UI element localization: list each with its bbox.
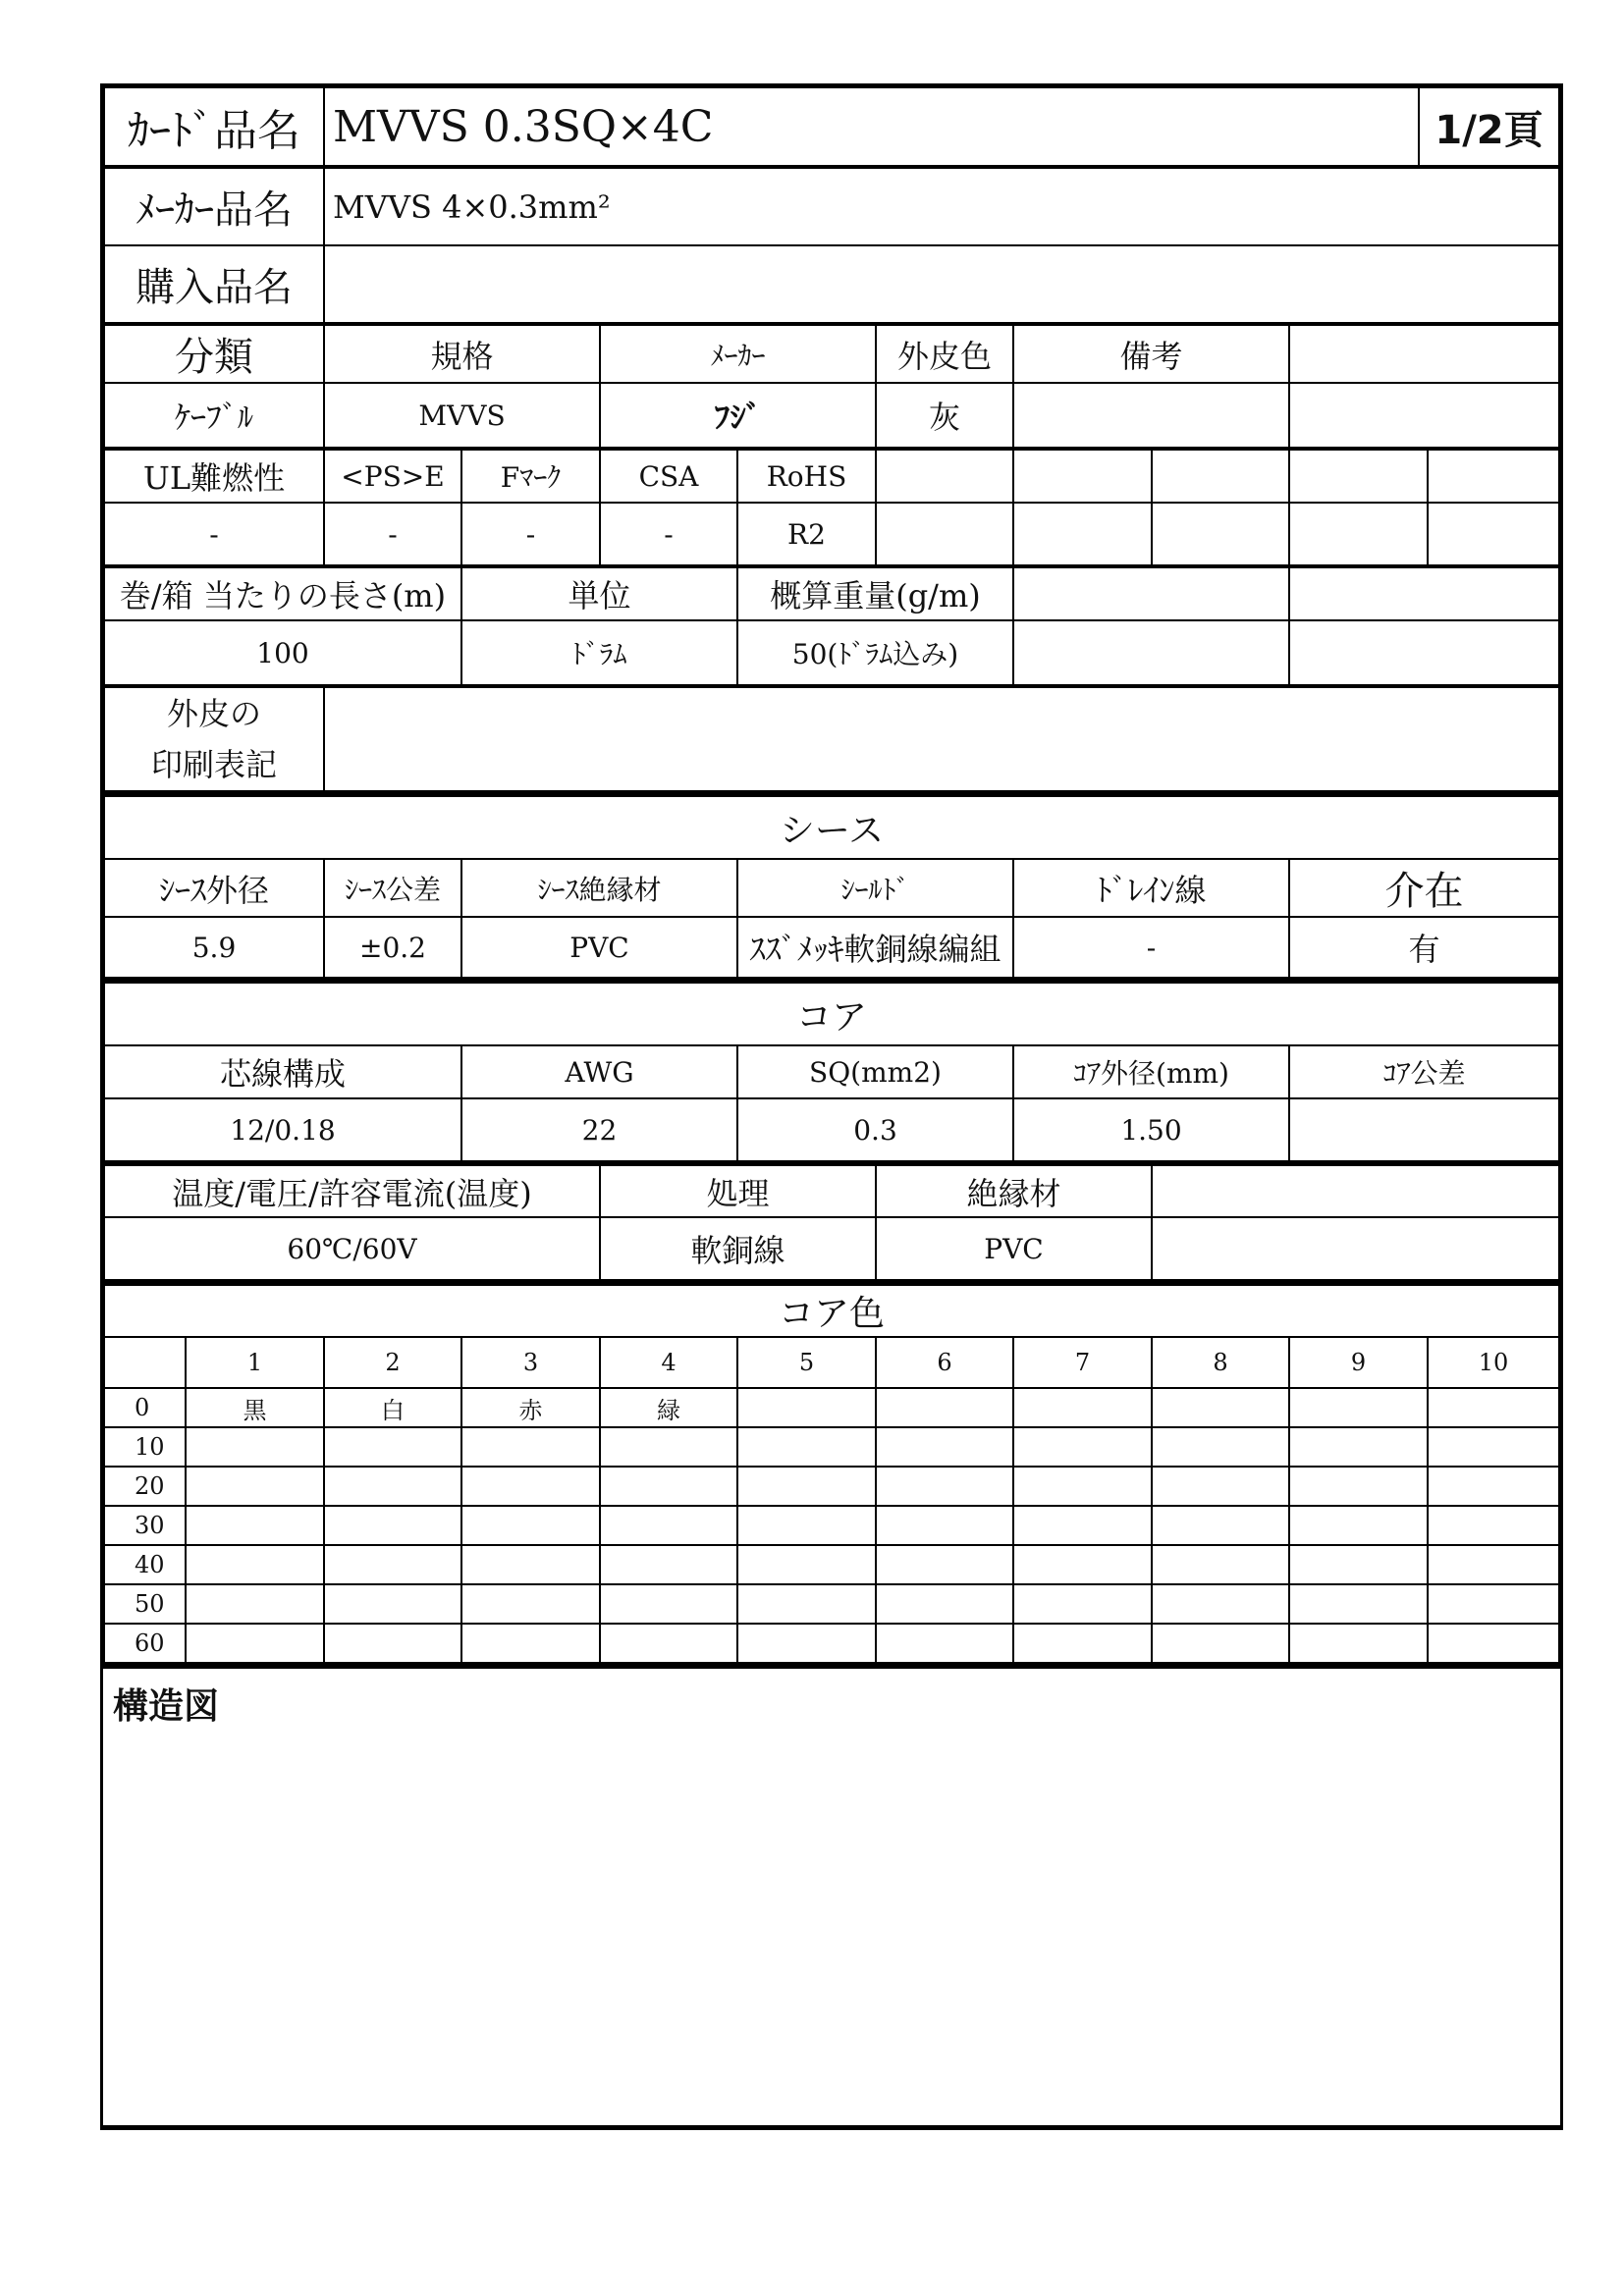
core-color-cell <box>600 1545 737 1584</box>
core-header-tolerance: ｺｱ公差 <box>1289 1045 1559 1098</box>
core-value-od: 1.50 <box>1013 1098 1289 1161</box>
core-color-cell <box>1289 1506 1428 1545</box>
pack-header-empty <box>1013 567 1289 620</box>
core-color-column-header: 1 <box>186 1337 324 1388</box>
core-color-cell <box>1289 1584 1428 1624</box>
cert-value-empty <box>1013 503 1152 565</box>
core-color-cell <box>1152 1388 1289 1427</box>
core-color-cell <box>461 1427 600 1467</box>
core-color-cell <box>461 1584 600 1624</box>
core-color-cell <box>876 1506 1013 1545</box>
pack-value-empty <box>1013 620 1289 685</box>
core-color-cell <box>876 1584 1013 1624</box>
packaging-table <box>103 566 1560 686</box>
print-marking-table <box>103 686 1560 792</box>
pack-value-unit: ﾄﾞﾗﾑ <box>461 620 737 685</box>
core-header-od: ｺｱ外径(mm) <box>1013 1045 1289 1098</box>
cert-value-empty <box>876 503 1013 565</box>
core-color-cell <box>186 1545 324 1584</box>
core-color-cell <box>876 1624 1013 1663</box>
core-value-tolerance <box>1289 1098 1559 1161</box>
core-color-cell <box>324 1506 461 1545</box>
core-color-column-header: 10 <box>1428 1337 1559 1388</box>
class-header-remarks: 備考 <box>1013 325 1289 383</box>
core-color-row-label: 0 <box>104 1388 186 1427</box>
core-color-column-header: 5 <box>737 1337 876 1388</box>
core-color-cell <box>1013 1427 1152 1467</box>
cert-value-rohs: R2 <box>737 503 876 565</box>
core-value-strands: 12/0.18 <box>104 1098 461 1161</box>
purchase-name-label: 購入品名 <box>104 245 324 323</box>
core-color-cell <box>737 1427 876 1467</box>
sheath-header-od: ｼｰｽ外径 <box>104 859 324 917</box>
core-color-cell <box>1152 1427 1289 1467</box>
core-color-cell <box>600 1467 737 1506</box>
core-color-cell <box>1013 1506 1152 1545</box>
elec-header-rating: 温度/電圧/許容電流(温度) <box>104 1164 600 1217</box>
cert-value-fmark: - <box>461 503 600 565</box>
pack-header-weight: 概算重量(g/m) <box>737 567 1013 620</box>
core-color-cell <box>1152 1624 1289 1663</box>
elec-value-rating: 60℃/60V <box>104 1217 600 1280</box>
core-color-cell <box>1428 1584 1559 1624</box>
certifications-table <box>103 449 1560 566</box>
core-color-cell <box>737 1467 876 1506</box>
core-color-cell <box>186 1427 324 1467</box>
core-color-cell <box>737 1506 876 1545</box>
core-color-row <box>104 1388 1559 1427</box>
core-color-cell <box>600 1506 737 1545</box>
electrical-table <box>103 1162 1560 1281</box>
core-color-cell: 赤 <box>461 1388 600 1427</box>
cert-header-csa: CSA <box>600 450 737 503</box>
core-value-sq: 0.3 <box>737 1098 1013 1161</box>
print-marking-label <box>104 687 324 791</box>
class-value-sheath-color: 灰 <box>876 383 1013 448</box>
cert-value-empty <box>1289 503 1428 565</box>
core-color-cell <box>1152 1506 1289 1545</box>
core-color-cell <box>600 1624 737 1663</box>
core-color-cell <box>1152 1584 1289 1624</box>
core-color-cell <box>324 1427 461 1467</box>
core-color-row <box>104 1506 1559 1545</box>
core-color-cell <box>1428 1427 1559 1467</box>
pack-value-length: 100 <box>104 620 461 685</box>
header-table <box>103 86 1560 167</box>
class-header-standard: 規格 <box>324 325 600 383</box>
core-color-cell <box>737 1624 876 1663</box>
core-color-cell <box>1013 1624 1152 1663</box>
class-header-sheath-color: 外皮色 <box>876 325 1013 383</box>
cert-header-empty <box>1152 450 1289 503</box>
class-header-category: 分類 <box>104 325 324 383</box>
core-color-cell <box>876 1545 1013 1584</box>
core-title: コア <box>104 982 1559 1046</box>
core-color-cell <box>1428 1545 1559 1584</box>
cert-header-ul: UL難燃性 <box>104 450 324 503</box>
core-color-cell <box>737 1388 876 1427</box>
sheath-value-tolerance: ±0.2 <box>324 917 461 978</box>
core-color-cell <box>461 1506 600 1545</box>
core-color-cell <box>461 1467 600 1506</box>
cert-header-pse: <PS>E <box>324 450 461 503</box>
purchase-name-value <box>324 245 1559 323</box>
core-color-cell <box>186 1506 324 1545</box>
core-color-cell <box>186 1624 324 1663</box>
cert-value-ul: - <box>104 503 324 565</box>
core-color-row <box>104 1467 1559 1506</box>
print-marking-label-line2: 印刷表記 <box>150 746 277 783</box>
pack-header-unit: 単位 <box>461 567 737 620</box>
core-color-corner <box>104 1337 186 1388</box>
core-color-column-header: 7 <box>1013 1337 1152 1388</box>
page-number: 1/2頁 <box>1419 87 1559 166</box>
cert-value-pse: - <box>324 503 461 565</box>
core-color-cell: 黒 <box>186 1388 324 1427</box>
core-color-row <box>104 1624 1559 1663</box>
classification-table <box>103 324 1560 449</box>
core-color-cell: 白 <box>324 1388 461 1427</box>
pack-header-empty <box>1289 567 1559 620</box>
core-color-cell <box>1289 1388 1428 1427</box>
core-color-title: コア色 <box>104 1284 1559 1338</box>
core-color-column-header: 4 <box>600 1337 737 1388</box>
print-marking-label-line1: 外皮の <box>166 695 261 732</box>
sheath-value-shield: ｽｽﾞﾒｯｷ軟銅線編組 <box>737 917 1013 978</box>
core-color-cell <box>600 1427 737 1467</box>
maker-name-label: ﾒｰｶｰ品名 <box>104 168 324 245</box>
core-color-cell <box>1428 1467 1559 1506</box>
sheath-title: シース <box>104 795 1559 860</box>
sheath-header-tolerance: ｼｰｽ公差 <box>324 859 461 917</box>
sheath-header-filler: 介在 <box>1289 859 1559 917</box>
structure-diagram-label: 構造図 <box>113 1686 220 1727</box>
sheath-header-insulation: ｼｰｽ絶縁材 <box>461 859 737 917</box>
core-color-column-header: 8 <box>1152 1337 1289 1388</box>
sheath-value-filler: 有 <box>1289 917 1559 978</box>
core-color-row-label: 50 <box>104 1584 186 1624</box>
card-name-value: MVVS 0.3SQ×4C <box>324 87 1419 166</box>
core-color-cell <box>324 1467 461 1506</box>
core-header-strands: 芯線構成 <box>104 1045 461 1098</box>
core-color-column-header: 2 <box>324 1337 461 1388</box>
core-color-row <box>104 1545 1559 1584</box>
sheath-header-drain: ﾄﾞﾚｲﾝ線 <box>1013 859 1289 917</box>
class-value-remarks <box>1013 383 1289 448</box>
core-color-cell <box>1289 1467 1428 1506</box>
core-color-cell: 緑 <box>600 1388 737 1427</box>
core-color-table <box>103 1281 1560 1664</box>
core-color-cell <box>1289 1545 1428 1584</box>
sheath-value-insulation: PVC <box>461 917 737 978</box>
core-color-column-header: 9 <box>1289 1337 1428 1388</box>
class-value-extra <box>1289 383 1559 448</box>
core-color-cell <box>1013 1584 1152 1624</box>
maker-table <box>103 167 1560 324</box>
cert-header-empty <box>1013 450 1152 503</box>
elec-value-insulation: PVC <box>876 1217 1152 1280</box>
core-color-row <box>104 1427 1559 1467</box>
core-color-column-header: 6 <box>876 1337 1013 1388</box>
core-color-cell <box>1152 1467 1289 1506</box>
sheath-value-od: 5.9 <box>104 917 324 978</box>
core-color-cell <box>1428 1624 1559 1663</box>
core-color-cell <box>876 1388 1013 1427</box>
cert-header-rohs: RoHS <box>737 450 876 503</box>
core-color-cell <box>324 1624 461 1663</box>
elec-header-empty <box>1152 1164 1559 1217</box>
core-table <box>103 979 1560 1162</box>
elec-value-empty <box>1152 1217 1559 1280</box>
pack-value-weight: 50(ﾄﾞﾗﾑ込み) <box>737 620 1013 685</box>
core-color-cell <box>876 1427 1013 1467</box>
core-color-cell <box>737 1545 876 1584</box>
core-color-cell <box>1289 1624 1428 1663</box>
core-color-row-label: 20 <box>104 1467 186 1506</box>
class-header-maker: ﾒｰｶｰ <box>600 325 876 383</box>
core-value-awg: 22 <box>461 1098 737 1161</box>
core-header-awg: AWG <box>461 1045 737 1098</box>
cert-header-empty <box>876 450 1013 503</box>
core-color-cell <box>1289 1427 1428 1467</box>
pack-value-empty <box>1289 620 1559 685</box>
structure-diagram-area <box>103 1664 1560 2150</box>
elec-header-treatment: 処理 <box>600 1164 876 1217</box>
cert-header-empty <box>1428 450 1559 503</box>
elec-header-insulation: 絶縁材 <box>876 1164 1152 1217</box>
core-color-cell <box>600 1584 737 1624</box>
core-color-cell <box>461 1624 600 1663</box>
class-header-extra <box>1289 325 1559 383</box>
core-color-row-label: 30 <box>104 1506 186 1545</box>
core-color-cell <box>1428 1506 1559 1545</box>
core-color-cell <box>461 1545 600 1584</box>
core-color-cell <box>186 1467 324 1506</box>
core-color-cell <box>1428 1388 1559 1427</box>
core-color-cell <box>1152 1545 1289 1584</box>
class-value-maker: ﾌｼﾞ <box>600 383 876 448</box>
elec-value-treatment: 軟銅線 <box>600 1217 876 1280</box>
cert-value-empty <box>1152 503 1289 565</box>
core-color-cell <box>324 1584 461 1624</box>
core-color-row-label: 10 <box>104 1427 186 1467</box>
class-value-standard: MVVS <box>324 383 600 448</box>
core-color-row <box>104 1584 1559 1624</box>
core-color-cell <box>1013 1545 1152 1584</box>
print-marking-value <box>324 687 1559 791</box>
core-color-cell <box>737 1584 876 1624</box>
cert-value-empty <box>1428 503 1559 565</box>
pack-header-length: 巻/箱 当たりの長さ(m) <box>104 567 461 620</box>
sheath-table <box>103 792 1560 979</box>
core-color-cell <box>324 1545 461 1584</box>
class-value-category: ｹｰﾌﾞﾙ <box>104 383 324 448</box>
core-color-cell <box>186 1584 324 1624</box>
maker-name-value: MVVS 4×0.3mm² <box>324 168 1559 245</box>
core-header-sq: SQ(mm2) <box>737 1045 1013 1098</box>
core-color-cell <box>1013 1467 1152 1506</box>
core-color-cell <box>876 1467 1013 1506</box>
core-color-cell <box>1013 1388 1152 1427</box>
sheath-header-shield: ｼｰﾙﾄﾞ <box>737 859 1013 917</box>
card-name-label: ｶｰﾄﾞ品名 <box>104 87 324 166</box>
core-color-row-label: 40 <box>104 1545 186 1584</box>
core-color-column-header: 3 <box>461 1337 600 1388</box>
core-color-row-label: 60 <box>104 1624 186 1663</box>
spec-sheet <box>100 83 1563 2130</box>
cert-header-empty <box>1289 450 1428 503</box>
cert-value-csa: - <box>600 503 737 565</box>
cert-header-fmark: Fﾏｰｸ <box>461 450 600 503</box>
sheath-value-drain: - <box>1013 917 1289 978</box>
